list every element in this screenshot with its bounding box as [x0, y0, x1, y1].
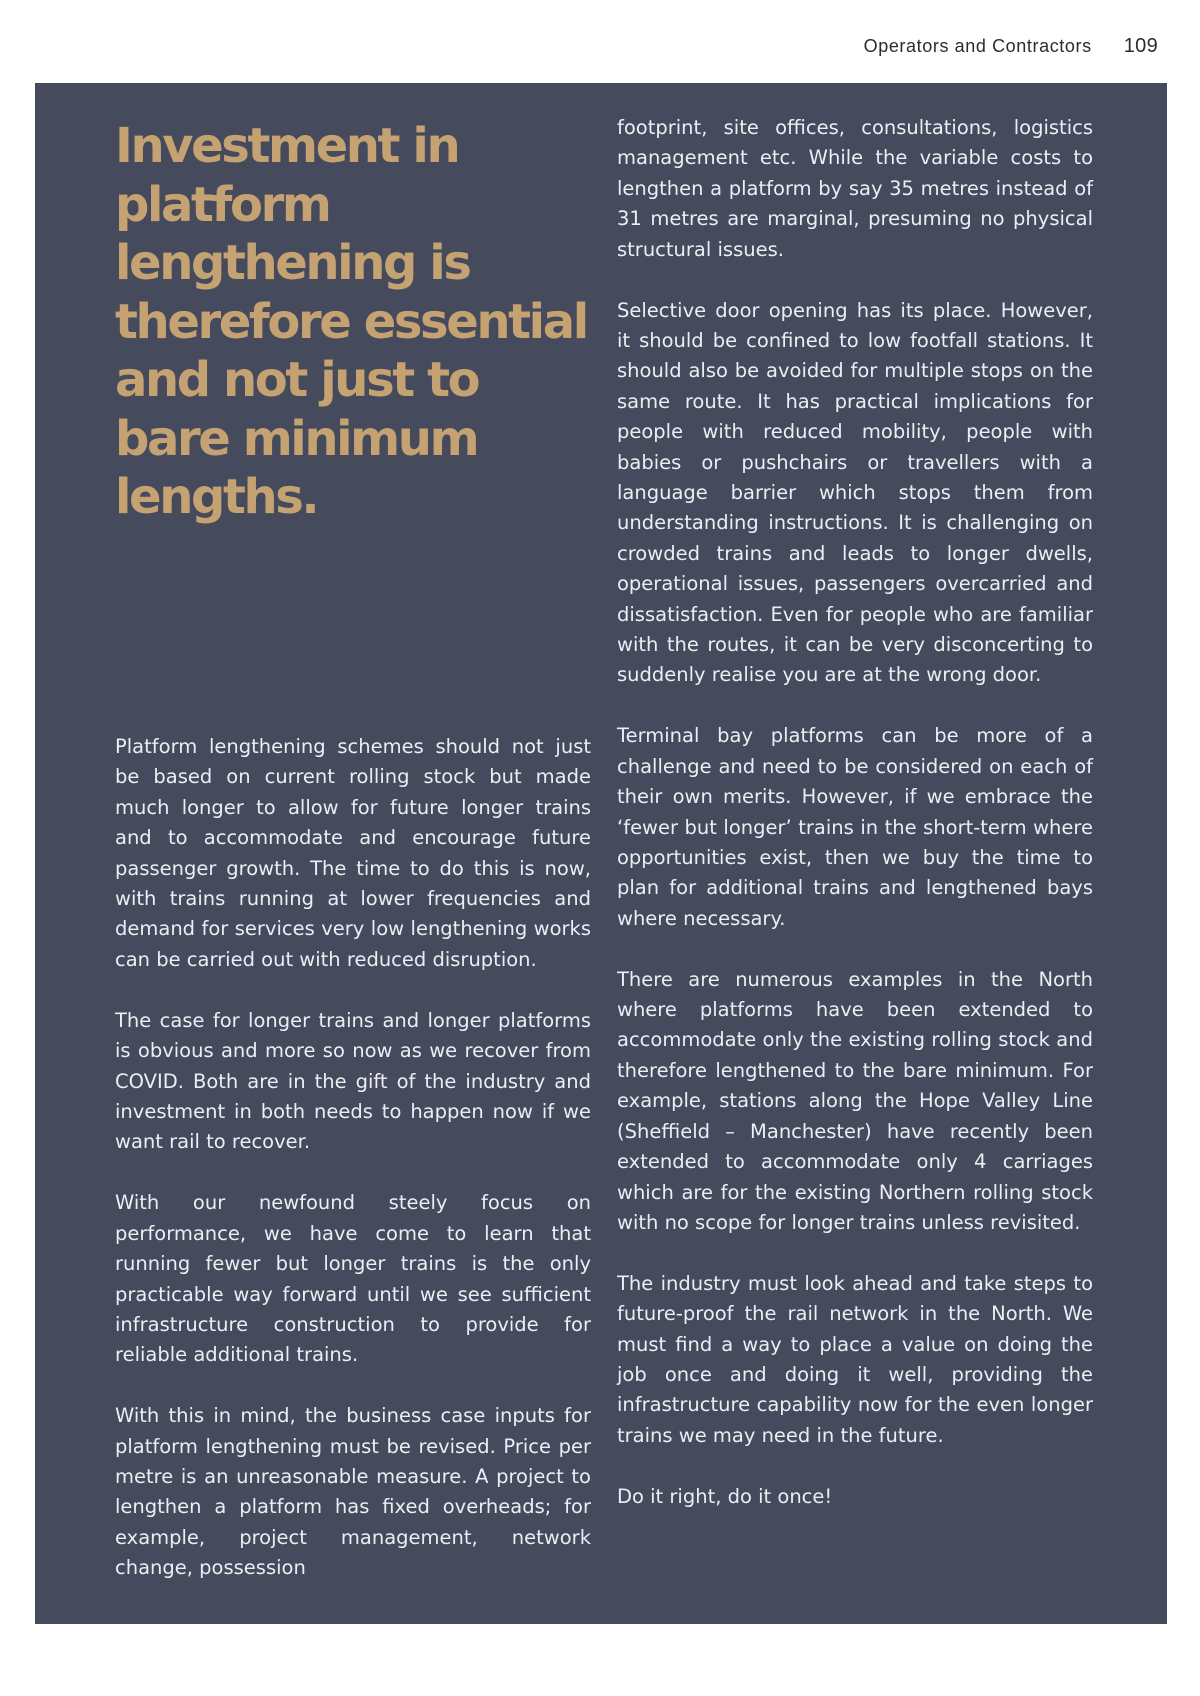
page-number: 109 [1123, 34, 1158, 57]
page-header [864, 34, 1158, 58]
body-paragraph: The case for longer trains and longer platforms is obvious and more so now as we recover from COVID. Both are in the gift of the industry and investment in both needs to happen now if we want rail to recover. [115, 1008, 591, 1154]
closing-line: Do it right, do it once! [617, 1484, 833, 1508]
body-paragraph: The industry must look ahead and take steps to future-proof the rail network in the North. We must find a way to place a value on doing the job once and doing it well, providing the infrastructure capability now for the even longer trains we may need in the future. [617, 1271, 1093, 1447]
body-paragraph: With this in mind, the business case inputs for platform lengthening must be revised. Price per metre is an unreasonable measure. A project to lengthen a platform has fixed overheads; for example, project management, network change, possession [115, 1404, 591, 1580]
body-paragraph: With our newfound steely focus on performance, we have come to learn that running fewer but longer trains is the only practicable way forward until we see sufficient infrastructure construction to provide for reliable additional trains. [115, 1191, 591, 1367]
section-title: Operators and Contractors [863, 35, 1092, 56]
left-column [115, 117, 591, 1605]
pull-quote: Investment in platform lengthening is therefore essential and not just to bare minimum lengths. [115, 118, 587, 525]
body-paragraph: footprint, site offices, consultations, logistics management etc. While the variable costs to lengthen a platform by say 35 metres instead of 31 metres are marginal, presuming no physical structural issues. [617, 116, 1093, 261]
left-column-body [115, 732, 591, 1584]
article-panel [35, 83, 1167, 1624]
body-paragraph: There are numerous examples in the North where platforms have been extended to accommodate only the existing rolling stock and therefore lengthened to the bare minimum. For example, stations along the Hope Valley Line (Sheffield – Manchester) have recently been extended to accommodate only 4 carriages which are for the existing Northern rolling stock with no scope for longer trains unless revisited. [617, 967, 1093, 1234]
body-paragraph: Platform lengthening schemes should not just be based on current rolling stock but made much longer to allow for future longer trains and to accommodate and encourage future passenger growth. The time to do this is now, with trains running at lower frequencies and demand for services very low lengthening works can be carried out with reduced disruption. [115, 735, 591, 971]
right-column [617, 113, 1093, 1543]
body-paragraph: Terminal bay platforms can be more of a challenge and need to be considered on each of their own merits. However, if we embrace the ‘fewer but longer’ trains in the short-term where opportunities exist, then we buy the time to plan for additional trains and lengthened bays where necessary. [617, 724, 1093, 930]
body-paragraph: Selective door opening has its place. However, it should be confined to low footfall stations. It should also be avoided for multiple stops on the same route. It has practical implications for people with reduced mobility, people with babies or pushchairs or travellers with a language barrier which stops them from understanding instructions. It is challenging on crowded trains and leads to longer dwells, operational issues, passengers overcarried and dissatisfaction. Even for people who are familiar with the routes, it can be very disconcerting to suddenly realise you are at the wrong door. [617, 298, 1093, 687]
